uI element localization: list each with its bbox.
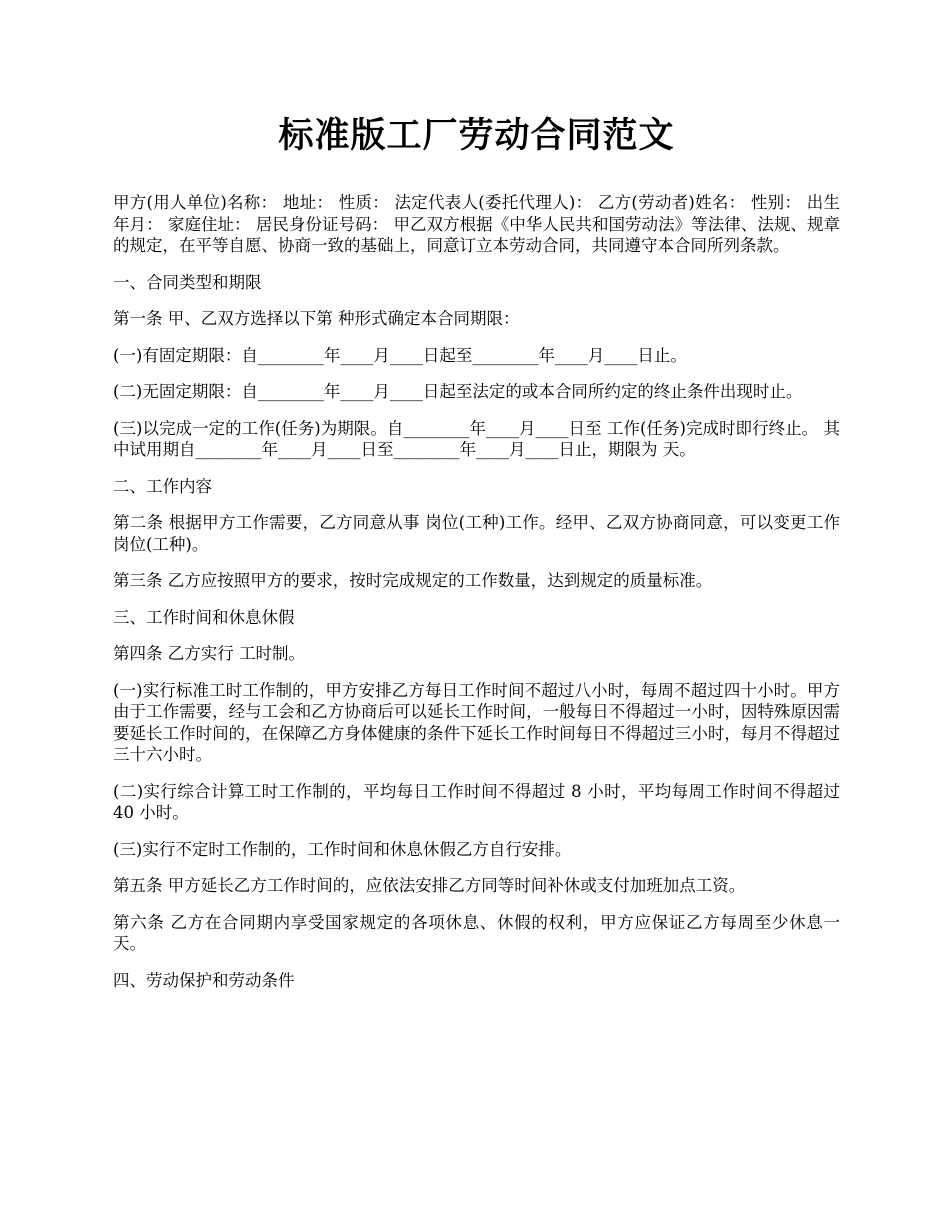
article-1: 第一条 甲、乙双方选择以下第 种形式确定本合同期限： (113, 309, 520, 328)
article-3: 第三条 乙方应按照甲方的要求，按时完成规定的工作数量，达到规定的质量标准。 (113, 571, 713, 590)
document-title: 标准版工厂劳动合同范文 (278, 115, 675, 156)
section-heading-contract-type: 一、合同类型和期限 (113, 272, 262, 292)
article-1-item-2: (二)无固定期限：自________年____月____日起至法定的或本合同所约定的终止条件出现时止。 (113, 382, 803, 401)
article-4-item-3: (三)实行不定时工作制的，工作时间和休息休假乙方自行安排。 (113, 839, 572, 859)
article-4-item-2: (二)实行综合计算工时工作制的，平均每日工作时间不得超过 8 小时，平均每周工作时间不得超过 40 小时。 (113, 781, 840, 822)
preamble-paragraph: 甲方(用人单位)名称： 地址： 性质： 法定代表人(委托代理人)： 乙方(劳动者)姓名： 性别： 出生年月： 家庭住址： 居民身份证号码： 甲乙双方根据《中华人民共和国劳动法》等法律、法规、规章的规定，在平等自愿、协商一致的基础上，同意订立本劳动合同，共同遵守本合同所列条款。 (113, 193, 840, 255)
article-1-item-3: (三)以完成一定的工作(任务)为期限。自________年____月____日至 工作(任务)完成时即行终止。 其中试用期自________年____月____日至________年____月____日止，期限为 天。 (113, 418, 840, 459)
section-heading-work-content: 二、工作内容 (113, 476, 212, 496)
article-1-item-1: (一)有固定期限：自________年____月____日起至________年____月____日止。 (113, 345, 687, 365)
article-5: 第五条 甲方延长乙方工作时间的，应依法安排乙方同等时间补休或支付加班加点工资。 (113, 876, 746, 895)
document-page (113, 110, 840, 1006)
article-4: 第四条 乙方实行 工时制。 (113, 644, 305, 663)
article-4-item-1: (一)实行标准工时工作制的，甲方安排乙方每日工作时间不超过八小时，每周不超过四十小时。甲方由于工作需要，经与工会和乙方协商后可以延长工作时间，一般每日不得超过一小时，因特殊原因需要延长工作时间的，在保障乙方身体健康的条件下延长工作时间每日不得超过三小时，每月不得超过三十六小时。 (113, 680, 840, 764)
article-6: 第六条 乙方在合同期内享受国家规定的各项休息、休假的权利，甲方应保证乙方每周至少休息一天。 (113, 912, 840, 953)
section-heading-labor-protection: 四、劳动保护和劳动条件 (113, 970, 295, 990)
section-heading-working-hours: 三、工作时间和休息休假 (113, 607, 295, 627)
article-2: 第二条 根据甲方工作需要，乙方同意从事 岗位(工种)工作。经甲、乙双方协商同意，可以变更工作岗位(工种)。 (113, 513, 840, 554)
